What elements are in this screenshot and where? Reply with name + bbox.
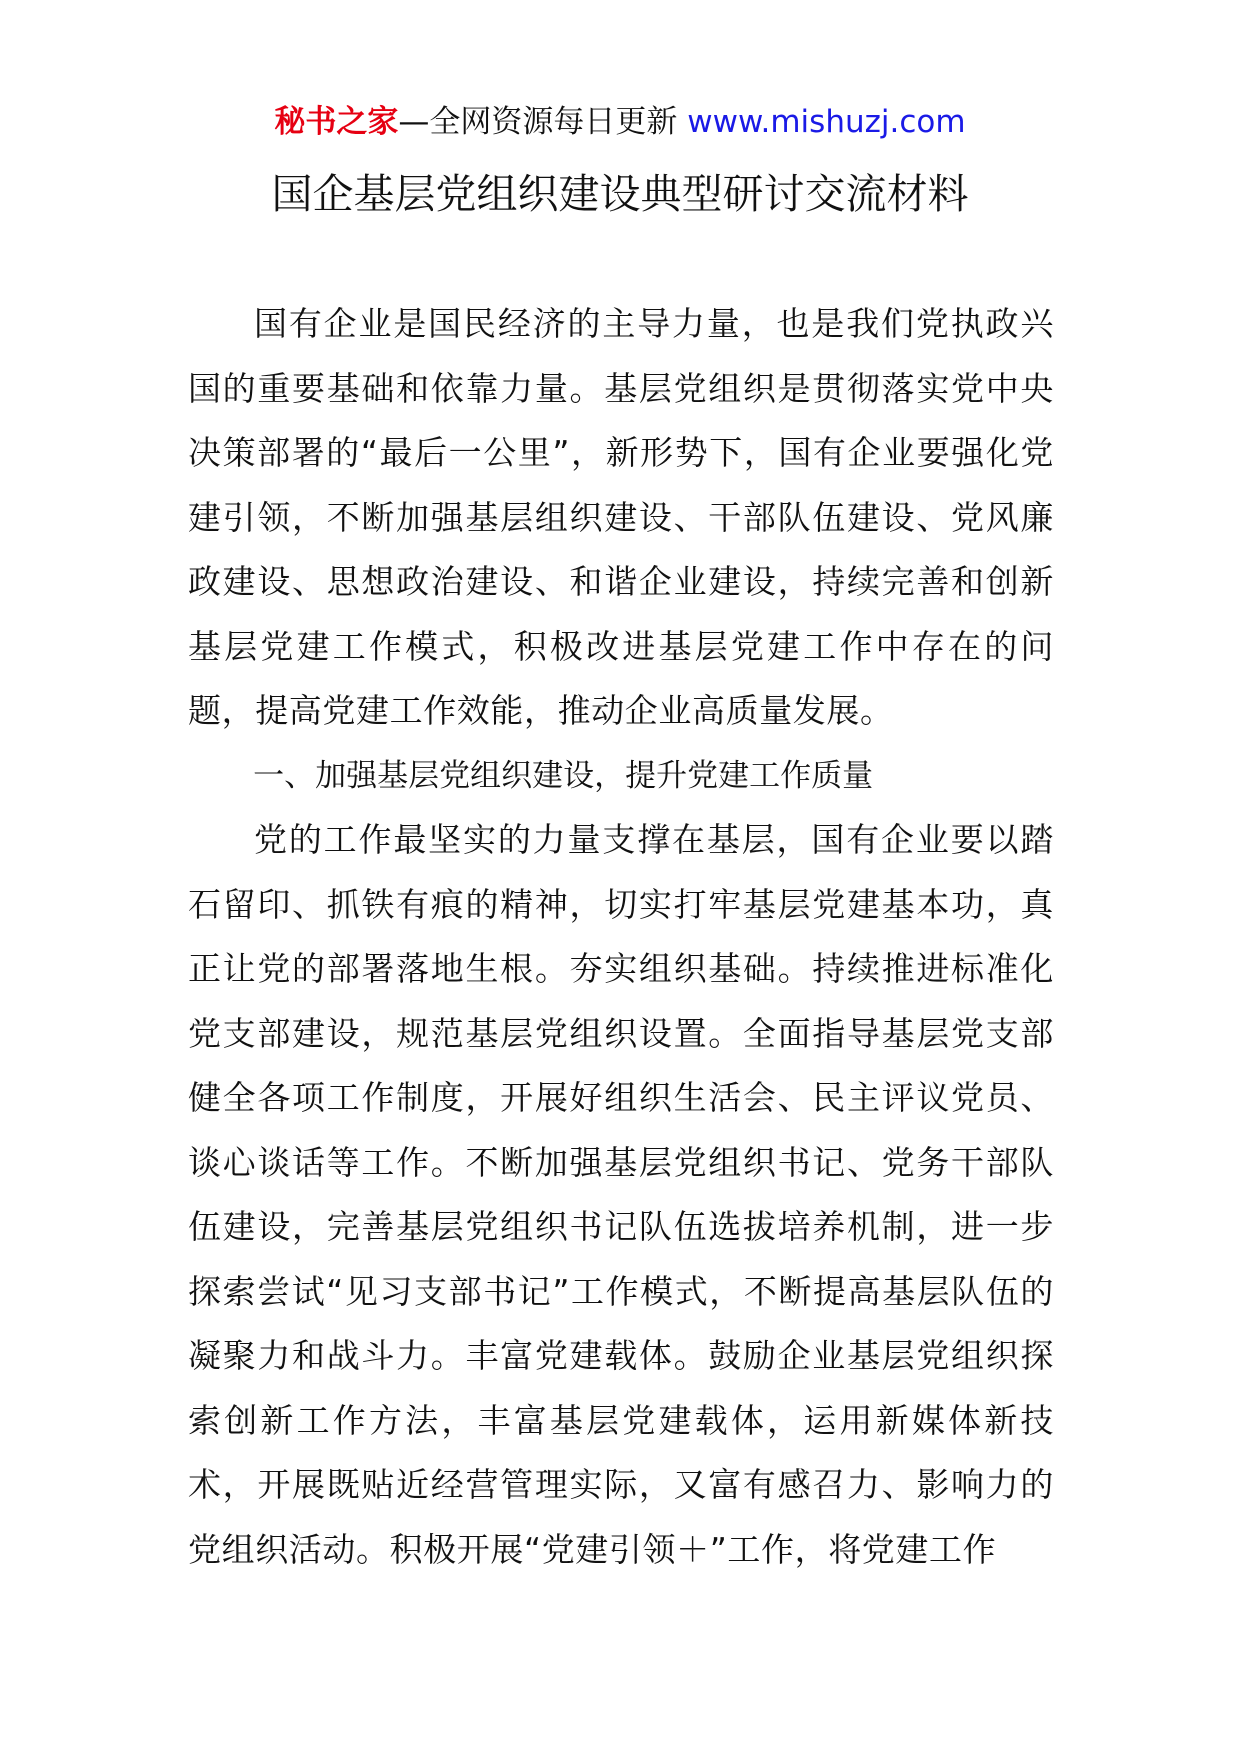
document-title: 国企基层党组织建设典型研讨交流材料	[271, 170, 969, 218]
site-brand: 秘书之家	[274, 104, 399, 140]
site-url-link[interactable]: www.mishuzj.com	[687, 104, 966, 140]
document-body	[188, 292, 1054, 1582]
site-header	[0, 100, 1240, 144]
site-slogan: —全网资源每日更新	[398, 104, 688, 140]
section-heading-1: 一、加强基层党组织建设，提升党建工作质量	[253, 757, 874, 794]
section-1-paragraph: 党的工作最坚实的力量支撑在基层，国有企业要以踏石留印、抓铁有痕的精神，切实打牢基层党建基本功，真正让党的部署落地生根。夯实组织基础。持续推进标准化党支部建设，规范基层党组织设置。全面指导基层党支部健全各项工作制度，开展好组织生活会、民主评议党员、谈心谈话等工作。不断加强基层党组织书记、党务干部队伍建设，完善基层党组织书记队伍选拔培养机制，进一步探索尝试“见习支部书记”工作模式，不断提高基层队伍的凝聚力和战斗力。丰富党建载体。鼓励企业基层党组织探索创新工作方法，丰富基层党建载体，运用新媒体新技术，开展既贴近经营管理实际，又富有感召力、影响力的党组织活动。积极开展“党建引领＋”工作，将党建工作	[188, 820, 1054, 1569]
intro-paragraph: 国有企业是国民经济的主导力量，也是我们党执政兴国的重要基础和依靠力量。基层党组织是贯彻落实党中央决策部署的“最后一公里”，新形势下，国有企业要强化党建引领，不断加强基层组织建设、干部队伍建设、党风廉政建设、思想政治建设、和谐企业建设，持续完善和创新基层党建工作模式，积极改进基层党建工作中存在的问题，提高党建工作效能，推动企业高质量发展。	[188, 304, 1054, 730]
